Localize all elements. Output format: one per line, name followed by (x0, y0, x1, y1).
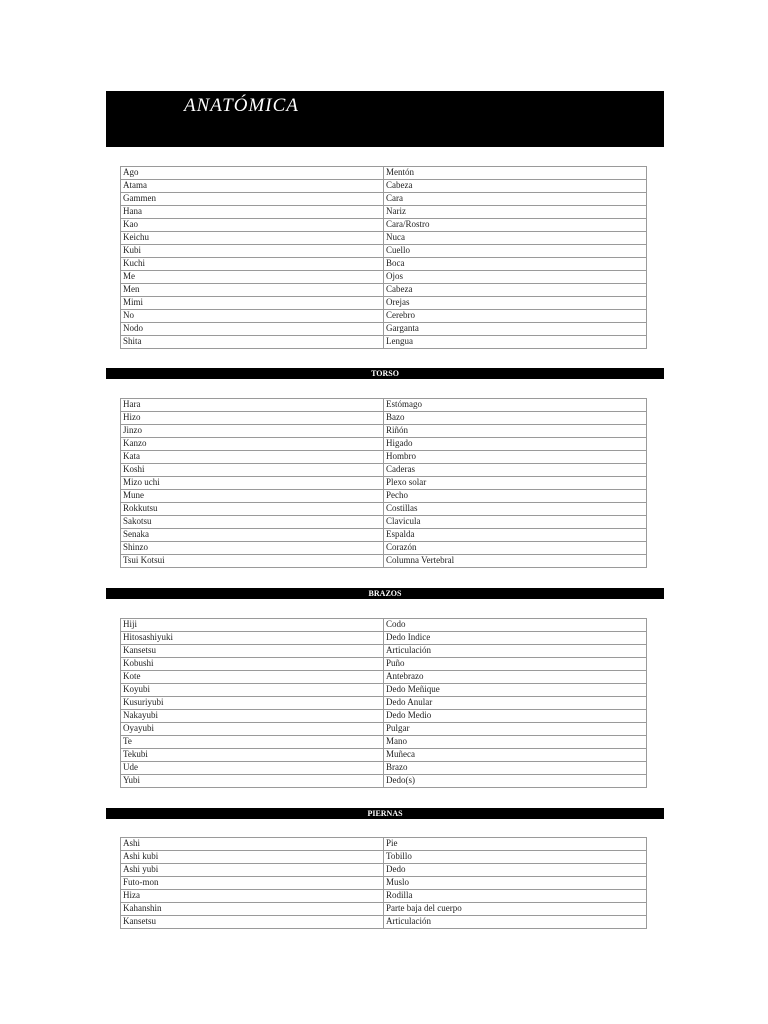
japanese-term: Hara (121, 399, 384, 412)
spanish-translation: Dedo(s) (384, 775, 647, 788)
vocab-table-piernas (120, 837, 647, 929)
page-title: ANATÓMICA (184, 95, 299, 116)
spanish-translation: Cuello (384, 245, 647, 258)
section-heading-piernas: PIERNAS (106, 808, 664, 819)
spanish-translation: Parte baja del cuerpo (384, 903, 647, 916)
table-row (121, 916, 647, 929)
japanese-term: Mizo uchi (121, 477, 384, 490)
spanish-translation: Cabeza (384, 284, 647, 297)
spanish-translation: Clavicula (384, 516, 647, 529)
spanish-translation: Codo (384, 619, 647, 632)
table-row (121, 529, 647, 542)
japanese-term: Kahanshin (121, 903, 384, 916)
section-heading-torso: TORSO (106, 368, 664, 379)
table-row (121, 206, 647, 219)
table-row (121, 451, 647, 464)
japanese-term: Nakayubi (121, 710, 384, 723)
japanese-term: Rokkutsu (121, 503, 384, 516)
japanese-term: Ude (121, 762, 384, 775)
spanish-translation: Garganta (384, 323, 647, 336)
spanish-translation: Lengua (384, 336, 647, 349)
spanish-translation: Articulación (384, 916, 647, 929)
spanish-translation: Nuca (384, 232, 647, 245)
spanish-translation: Puño (384, 658, 647, 671)
table-row (121, 684, 647, 697)
spanish-translation: Costillas (384, 503, 647, 516)
japanese-term: Shinzo (121, 542, 384, 555)
table-row (121, 180, 647, 193)
table-row (121, 851, 647, 864)
table-row (121, 477, 647, 490)
table-row (121, 723, 647, 736)
spanish-translation: Mentón (384, 167, 647, 180)
japanese-term: No (121, 310, 384, 323)
spanish-translation: Plexo solar (384, 477, 647, 490)
spanish-translation: Caderas (384, 464, 647, 477)
table-row (121, 645, 647, 658)
table-row (121, 412, 647, 425)
japanese-term: Tekubi (121, 749, 384, 762)
japanese-term: Kata (121, 451, 384, 464)
japanese-term: Mune (121, 490, 384, 503)
japanese-term: Oyayubi (121, 723, 384, 736)
japanese-term: Koyubi (121, 684, 384, 697)
spanish-translation: Muslo (384, 877, 647, 890)
spanish-translation: Dedo Anular (384, 697, 647, 710)
table-row (121, 762, 647, 775)
japanese-term: Te (121, 736, 384, 749)
table-row (121, 193, 647, 206)
japanese-term: Nodo (121, 323, 384, 336)
spanish-translation: Dedo Indice (384, 632, 647, 645)
table-row (121, 425, 647, 438)
table-row (121, 503, 647, 516)
japanese-term: Tsui Kotsui (121, 555, 384, 568)
japanese-term: Hana (121, 206, 384, 219)
section-heading-brazos: BRAZOS (106, 588, 664, 599)
spanish-translation: Muñeca (384, 749, 647, 762)
table-row (121, 336, 647, 349)
japanese-term: Kote (121, 671, 384, 684)
spanish-translation: Columna Vertebral (384, 555, 647, 568)
table-row (121, 323, 647, 336)
japanese-term: Shita (121, 336, 384, 349)
japanese-term: Mimi (121, 297, 384, 310)
japanese-term: Jinzo (121, 425, 384, 438)
table-row (121, 542, 647, 555)
japanese-term: Atama (121, 180, 384, 193)
spanish-translation: Mano (384, 736, 647, 749)
japanese-term: Kubi (121, 245, 384, 258)
table-row (121, 555, 647, 568)
spanish-translation: Cara (384, 193, 647, 206)
spanish-translation: Espalda (384, 529, 647, 542)
table-row (121, 399, 647, 412)
table-row (121, 903, 647, 916)
spanish-translation: Bazo (384, 412, 647, 425)
japanese-term: Ashi kubi (121, 851, 384, 864)
table-row (121, 284, 647, 297)
spanish-translation: Pie (384, 838, 647, 851)
spanish-translation: Estómago (384, 399, 647, 412)
spanish-translation: Hombro (384, 451, 647, 464)
spanish-translation: Corazón (384, 542, 647, 555)
table-row (121, 490, 647, 503)
table-row (121, 864, 647, 877)
table-row (121, 838, 647, 851)
table-row (121, 697, 647, 710)
japanese-term: Kuchi (121, 258, 384, 271)
table-row (121, 658, 647, 671)
japanese-term: Kao (121, 219, 384, 232)
spanish-translation: Tobillo (384, 851, 647, 864)
table-row (121, 438, 647, 451)
spanish-translation: Cerebro (384, 310, 647, 323)
table-row (121, 271, 647, 284)
table-row (121, 710, 647, 723)
japanese-term: Hiza (121, 890, 384, 903)
japanese-term: Ago (121, 167, 384, 180)
spanish-translation: Riñón (384, 425, 647, 438)
japanese-term: Ashi (121, 838, 384, 851)
spanish-translation: Boca (384, 258, 647, 271)
japanese-term: Futo-mon (121, 877, 384, 890)
japanese-term: Senaka (121, 529, 384, 542)
vocab-table-torso (120, 398, 647, 568)
japanese-term: Kanzo (121, 438, 384, 451)
japanese-term: Kansetsu (121, 916, 384, 929)
table-row (121, 619, 647, 632)
spanish-translation: Pulgar (384, 723, 647, 736)
table-row (121, 749, 647, 762)
spanish-translation: Dedo Medio (384, 710, 647, 723)
table-row (121, 464, 647, 477)
table-row (121, 258, 647, 271)
japanese-term: Sakotsu (121, 516, 384, 529)
table-row (121, 297, 647, 310)
table-row (121, 736, 647, 749)
japanese-term: Hitosashiyuki (121, 632, 384, 645)
table-row (121, 245, 647, 258)
spanish-translation: Higado (384, 438, 647, 451)
japanese-term: Ashi yubi (121, 864, 384, 877)
japanese-term: Gammen (121, 193, 384, 206)
spanish-translation: Brazo (384, 762, 647, 775)
japanese-term: Kansetsu (121, 645, 384, 658)
table-row (121, 877, 647, 890)
spanish-translation: Dedo Meñique (384, 684, 647, 697)
table-row (121, 890, 647, 903)
table-row (121, 516, 647, 529)
spanish-translation: Ojos (384, 271, 647, 284)
japanese-term: Hiji (121, 619, 384, 632)
spanish-translation: Antebrazo (384, 671, 647, 684)
japanese-term: Yubi (121, 775, 384, 788)
table-row (121, 310, 647, 323)
vocab-table-brazos (120, 618, 647, 788)
table-row (121, 671, 647, 684)
spanish-translation: Pecho (384, 490, 647, 503)
spanish-translation: Cabeza (384, 180, 647, 193)
japanese-term: Koshi (121, 464, 384, 477)
japanese-term: Kusuriyubi (121, 697, 384, 710)
spanish-translation: Orejas (384, 297, 647, 310)
spanish-translation: Nariz (384, 206, 647, 219)
japanese-term: Kobushi (121, 658, 384, 671)
spanish-translation: Articulación (384, 645, 647, 658)
table-row (121, 232, 647, 245)
japanese-term: Keichu (121, 232, 384, 245)
japanese-term: Hizo (121, 412, 384, 425)
spanish-translation: Rodilla (384, 890, 647, 903)
table-row (121, 632, 647, 645)
table-row (121, 167, 647, 180)
title-banner (106, 91, 664, 147)
table-row (121, 775, 647, 788)
japanese-term: Men (121, 284, 384, 297)
table-row (121, 219, 647, 232)
japanese-term: Me (121, 271, 384, 284)
vocab-table-cabeza (120, 166, 647, 349)
spanish-translation: Cara/Rostro (384, 219, 647, 232)
spanish-translation: Dedo (384, 864, 647, 877)
